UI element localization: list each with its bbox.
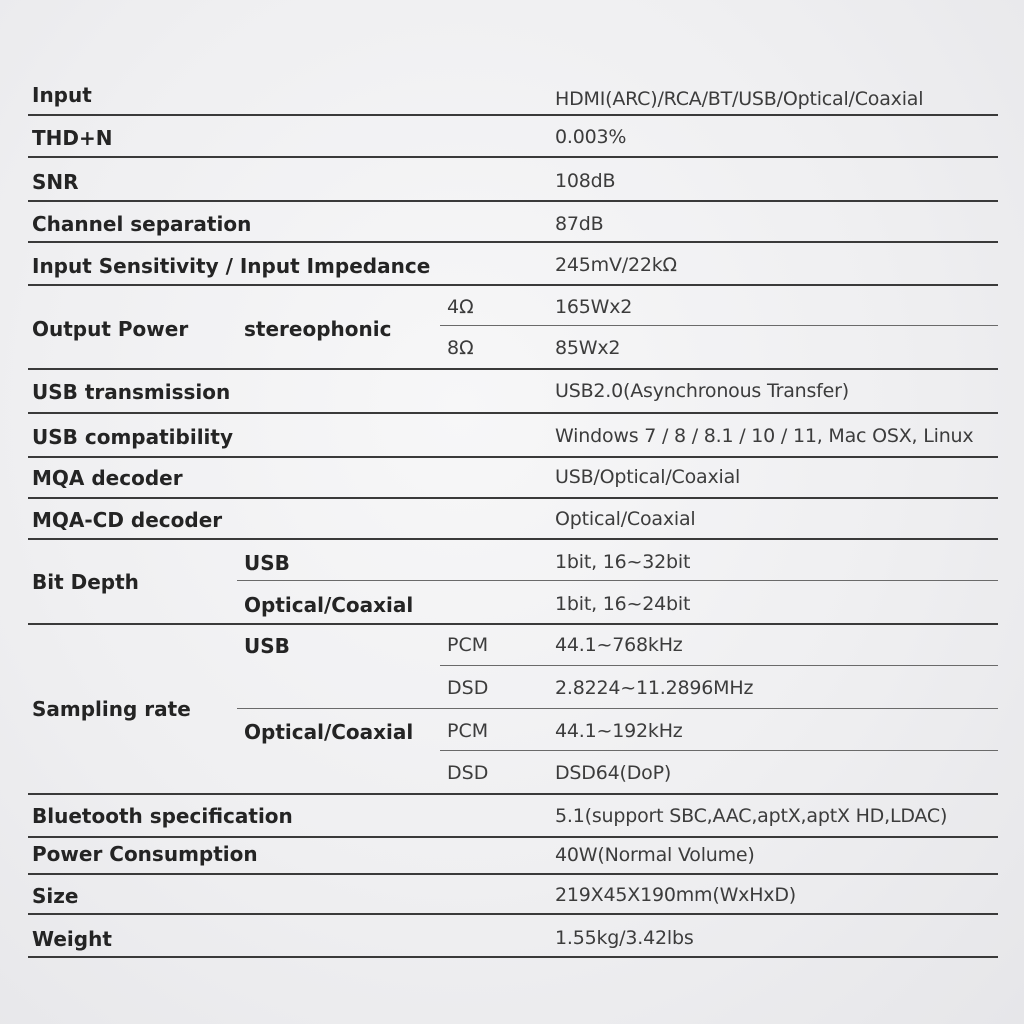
row-divider: [237, 580, 998, 581]
sampling-source-optical: Optical/Coaxial: [244, 720, 414, 744]
spec-value-size: 219X45X190mm(WxHxD): [555, 884, 796, 906]
sampling-usb-pcm-value: 44.1~768kHz: [555, 634, 683, 656]
spec-label-output-power: Output Power: [32, 317, 189, 341]
spec-label-mqa-cd-decoder: MQA-CD decoder: [32, 508, 223, 532]
sampling-optical-pcm-format: PCM: [447, 720, 489, 742]
spec-label-bit-depth: Bit Depth: [32, 570, 139, 594]
spec-value-usb-transmission: USB2.0(Asynchronous Transfer): [555, 380, 849, 402]
spec-value-input-sensitivity: 245mV/22kΩ: [555, 254, 677, 276]
spec-value-thd: 0.003%: [555, 126, 627, 148]
bit-depth-source-optical: Optical/Coaxial: [244, 593, 414, 617]
spec-label-weight: Weight: [32, 927, 112, 951]
sampling-usb-pcm-format: PCM: [447, 634, 489, 656]
sampling-source-usb: USB: [244, 634, 290, 658]
row-divider: [28, 200, 998, 202]
spec-value-bluetooth: 5.1(support SBC,AAC,aptX,aptX HD,LDAC): [555, 805, 948, 827]
row-divider: [28, 836, 998, 838]
row-divider: [28, 538, 998, 540]
output-power-load-4ohm: 4Ω: [447, 296, 474, 318]
row-divider: [440, 750, 998, 751]
spec-value-mqa-cd-decoder: Optical/Coaxial: [555, 508, 696, 530]
spec-value-channel-separation: 87dB: [555, 213, 604, 235]
spec-label-input: Input: [32, 83, 92, 107]
spec-label-size: Size: [32, 884, 79, 908]
output-power-value-8ohm: 85Wx2: [555, 337, 621, 359]
bit-depth-value-optical: 1bit, 16~24bit: [555, 593, 691, 615]
row-divider: [28, 114, 998, 116]
spec-value-mqa-decoder: USB/Optical/Coaxial: [555, 466, 741, 488]
row-divider: [28, 412, 998, 414]
row-divider: [28, 873, 998, 875]
row-divider: [28, 156, 998, 158]
spec-label-bluetooth: Bluetooth specification: [32, 804, 293, 828]
sampling-optical-dsd-format: DSD: [447, 762, 489, 784]
output-power-mode: stereophonic: [244, 317, 392, 341]
row-divider: [440, 665, 998, 666]
row-divider: [28, 793, 998, 795]
sampling-optical-dsd-value: DSD64(DoP): [555, 762, 672, 784]
spec-label-sampling-rate: Sampling rate: [32, 697, 191, 721]
spec-label-mqa-decoder: MQA decoder: [32, 466, 183, 490]
row-divider: [28, 956, 998, 958]
spec-label-snr: SNR: [32, 170, 79, 194]
spec-label-power-consumption: Power Consumption: [32, 842, 258, 866]
row-divider: [440, 325, 998, 326]
spec-label-usb-transmission: USB transmission: [32, 380, 231, 404]
bit-depth-value-usb: 1bit, 16~32bit: [555, 551, 691, 573]
bit-depth-source-usb: USB: [244, 551, 290, 575]
row-divider: [28, 284, 998, 286]
row-divider: [28, 623, 998, 625]
spec-value-weight: 1.55kg/3.42lbs: [555, 927, 694, 949]
spec-label-channel-separation: Channel separation: [32, 212, 252, 236]
sampling-usb-dsd-value: 2.8224~11.2896MHz: [555, 677, 754, 699]
sampling-optical-pcm-value: 44.1~192kHz: [555, 720, 683, 742]
spec-label-input-sensitivity: Input Sensitivity / Input Impedance: [32, 254, 431, 278]
output-power-load-8ohm: 8Ω: [447, 337, 474, 359]
spec-value-usb-compatibility: Windows 7 / 8 / 8.1 / 10 / 11, Mac OSX, Linux: [555, 425, 974, 447]
row-divider: [28, 368, 998, 370]
output-power-value-4ohm: 165Wx2: [555, 296, 633, 318]
row-divider: [28, 913, 998, 915]
spec-value-power-consumption: 40W(Normal Volume): [555, 844, 755, 866]
spec-value-input: HDMI(ARC)/RCA/BT/USB/Optical/Coaxial: [555, 88, 924, 110]
spec-label-usb-compatibility: USB compatibility: [32, 425, 233, 449]
spec-label-thd: THD+N: [32, 126, 113, 150]
row-divider: [28, 456, 998, 458]
spec-value-snr: 108dB: [555, 170, 616, 192]
row-divider: [28, 241, 998, 243]
row-divider: [28, 497, 998, 499]
row-divider: [237, 708, 998, 709]
sampling-usb-dsd-format: DSD: [447, 677, 489, 699]
